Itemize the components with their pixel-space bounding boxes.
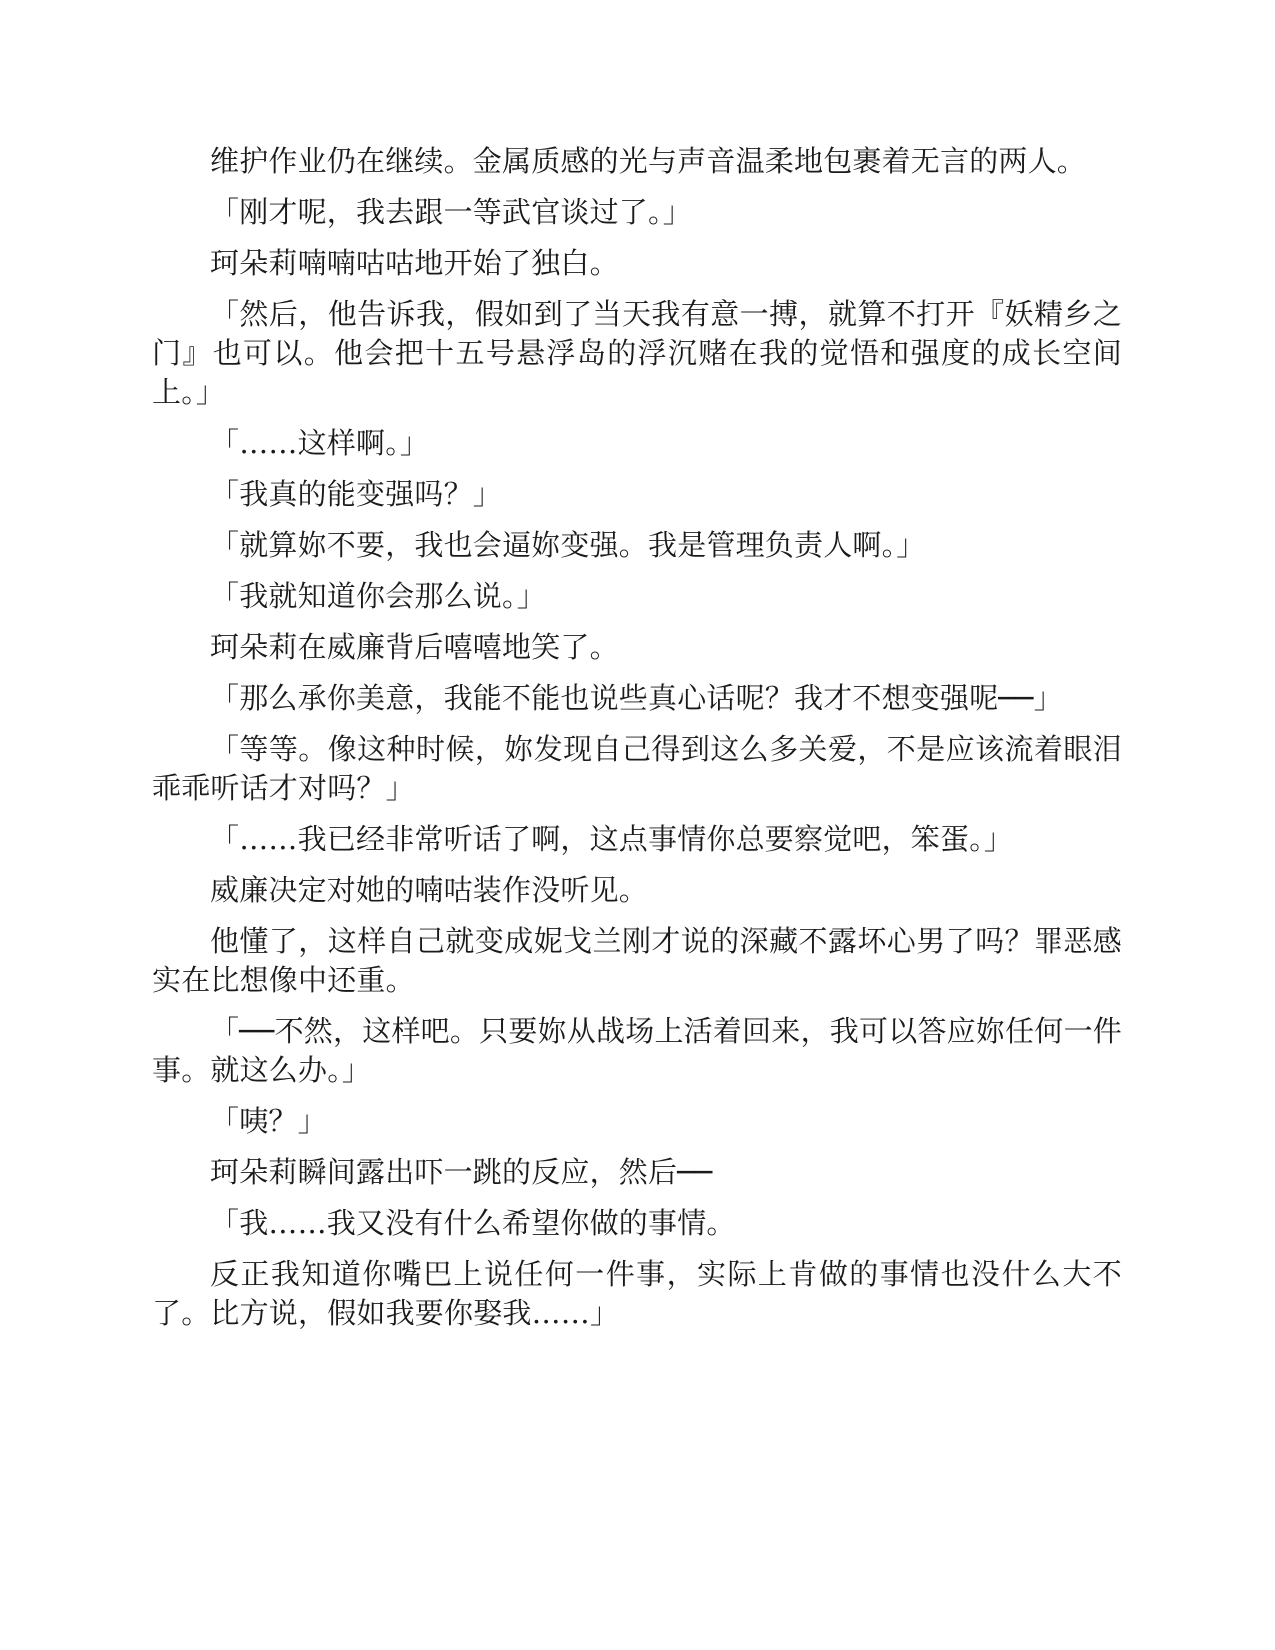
paragraph-16: 「咦？」 [210,1104,327,1138]
paragraph-12: 「……我已经非常听话了啊，这点事情你总要察觉吧，笨蛋。」 [210,822,1014,856]
paragraph-17: 珂朵莉瞬间露出吓一跳的反应，然后── [210,1155,713,1189]
paragraph-19: 反正我知道你嘴巴上说任何一件事，实际上肯做的事情也没什么大不了。比方说，假如我要你娶我……」 [152,1257,1122,1330]
paragraph-13: 威廉决定对她的喃咕装作没听见。 [210,873,649,907]
paragraph-7: 「就算妳不要，我也会逼妳变强。我是管理负责人啊。」 [210,528,926,562]
paragraph-15: 「──不然，这样吧。只要妳从战场上活着回来，我可以答应妳任何一件事。就这么办。」 [152,1014,1122,1087]
body-text [152,142,1122,1345]
paragraph-1: 维护作业仍在继续。金属质感的光与声音温柔地包裹着无言的两人。 [210,144,1087,178]
paragraph-4: 「然后，他告诉我，假如到了当天我有意一搏，就算不打开『妖精乡之门』也可以。他会把十五号悬浮岛的浮沉赌在我的觉悟和强度的成长空间上。」 [152,297,1122,409]
paragraph-8: 「我就知道你会那么说。」 [210,579,546,613]
paragraph-6: 「我真的能变强吗？」 [210,477,503,511]
paragraph-11: 「等等。像这种时候，妳发现自己得到这么多关爱，不是应该流着眼泪乖乖听话才对吗？」 [152,732,1122,805]
paragraph-2: 「刚才呢，我去跟一等武官谈过了。」 [210,195,692,229]
paragraph-14: 他懂了，这样自己就变成妮戈兰刚才说的深藏不露坏心男了吗？罪恶感实在比想像中还重。 [152,924,1122,997]
paragraph-18: 「我……我又没有什么希望你做的事情。 [210,1206,736,1240]
paragraph-3: 珂朵莉喃喃咕咕地开始了独白。 [210,246,619,280]
paragraph-9: 珂朵莉在威廉背后嘻嘻地笑了。 [210,630,619,664]
paragraph-10: 「那么承你美意，我能不能也说些真心话呢？我才不想变强呢──」 [210,681,1063,715]
paragraph-5: 「……这样啊。」 [210,426,430,460]
